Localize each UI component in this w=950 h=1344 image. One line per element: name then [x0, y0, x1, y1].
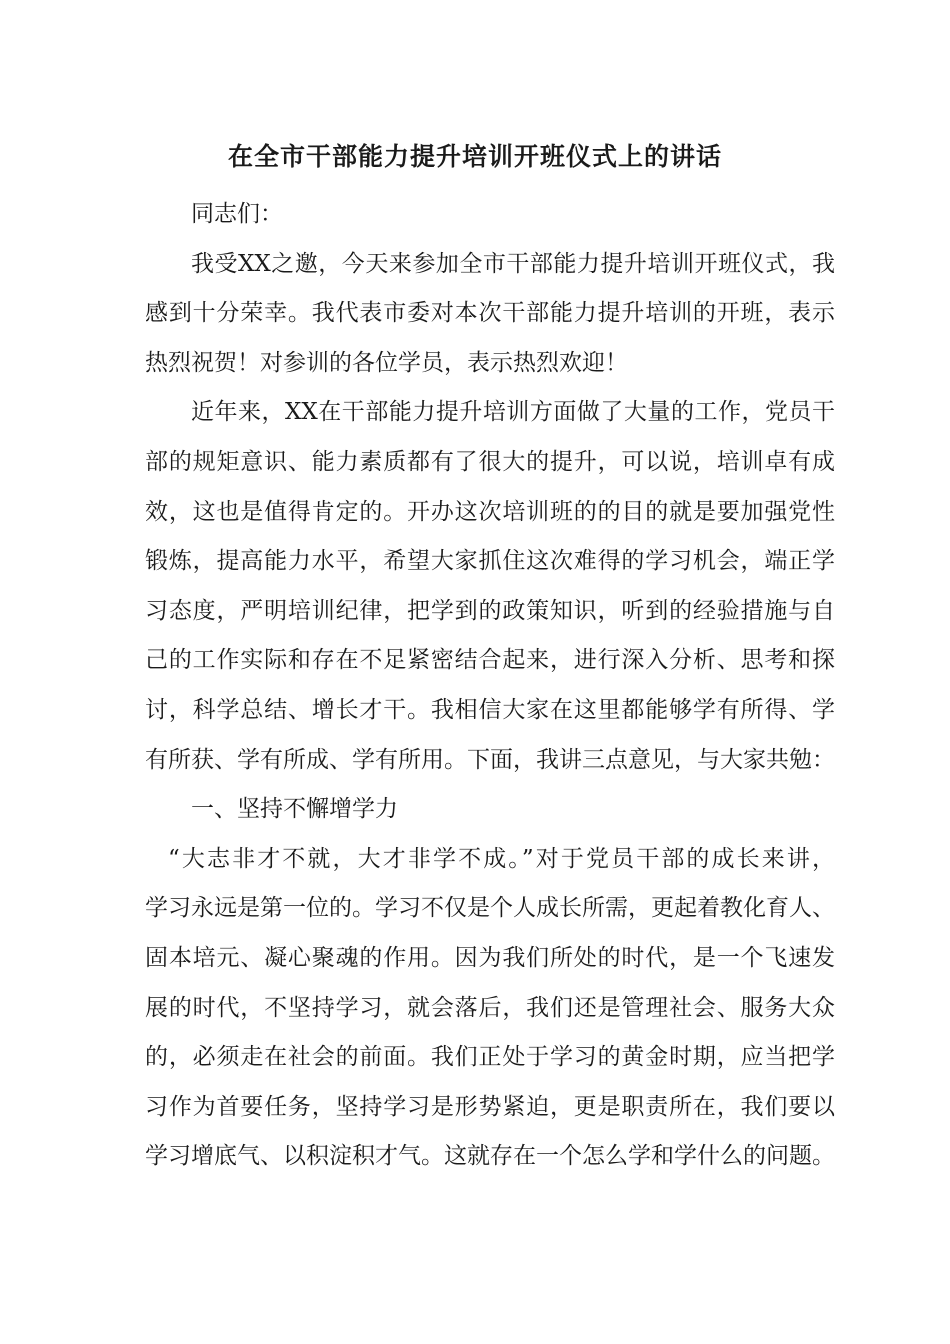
text-line: 讨，科学总结、增长才干。我相信大家在这里都能够学有所得、学	[145, 696, 835, 723]
salutation: 同志们：	[191, 201, 283, 227]
text-line: 展的时代，不坚持学习，就会落后，我们还是管理社会、服务大众	[145, 994, 835, 1021]
section-heading: 一、坚持不懈增学力	[191, 796, 398, 823]
text-line: 热烈祝贺！对参训的各位学员，表示热烈欢迎！	[145, 349, 628, 376]
text-line: 锻炼，提高能力水平，希望大家抓住这次难得的学习机会，端正学	[145, 548, 835, 575]
text-line: 感到十分荣幸。我代表市委对本次干部能力提升培训的开班，表示	[145, 300, 835, 327]
text-line: 效，这也是值得肯定的。开办这次培训班的的目的就是要加强党性	[145, 498, 835, 525]
text-line: 学习永远是第一位的。学习不仅是个人成长所需，更起着教化育人、	[145, 895, 835, 922]
text-line: 学习增底气、以积淀积才气。这就存在一个怎么学和学什么的问题。	[145, 1143, 835, 1170]
text-line: 习作为首要任务，坚持学习是形势紧迫，更是职责所在，我们要以	[145, 1093, 835, 1120]
text-line: 习态度，严明培训纪律，把学到的政策知识，听到的经验措施与自	[145, 597, 835, 624]
text-line: 有所获、学有所成、学有所用。下面，我讲三点意见，与大家共勉：	[145, 746, 835, 773]
text-line: 的，必须走在社会的前面。我们正处于学习的黄金时期，应当把学	[145, 1044, 835, 1071]
paragraph-1	[145, 240, 835, 389]
text-line: 己的工作实际和存在不足紧密结合起来，进行深入分析、思考和探	[145, 647, 835, 674]
text-line: 固本培元、凝心聚魂的作用。因为我们所处的时代，是一个飞速发	[145, 944, 835, 971]
paragraph-3	[145, 835, 835, 1182]
paragraph-2	[145, 388, 835, 785]
text-line: “大志非才不就，大才非学不成。”对于党员干部的成长来讲，	[168, 845, 835, 872]
text-line: 我受XX之邀，今天来参加全市干部能力提升培训开班仪式，我	[191, 250, 835, 277]
document-body	[145, 190, 835, 1182]
text-line: 近年来，XX在干部能力提升培训方面做了大量的工作，党员干	[191, 399, 835, 426]
text-line: 部的规矩意识、能力素质都有了很大的提升，可以说，培训卓有成	[145, 448, 835, 475]
document-title: 在全市干部能力提升培训开班仪式上的讲话	[227, 142, 722, 171]
